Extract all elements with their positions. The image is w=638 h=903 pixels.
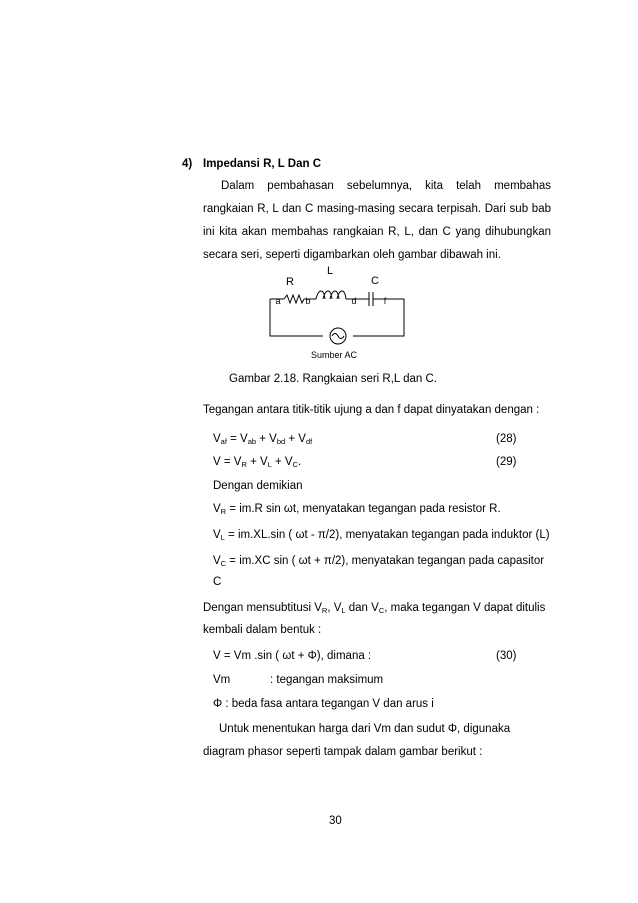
intro-line-3: ini kita akan membahas rangkaian R, L, dan C yang dihubungkan	[203, 226, 551, 238]
equation-28-number: (28)	[496, 433, 517, 445]
vr-definition: $V_R = im.R$ sin ωt, menyatakan tegangan pada resistor R.	[213, 503, 501, 516]
section-heading	[182, 158, 321, 170]
vc-definition: $V_C = im.XC$ sin ( ωt + π/2), menyatakan tegangan pada capasitor	[213, 555, 545, 568]
section-number: 4)	[182, 158, 193, 170]
node-d: d	[351, 296, 357, 306]
node-a: a	[275, 296, 281, 306]
rlc-circuit-diagram	[268, 262, 408, 362]
node-b: b	[305, 296, 311, 306]
equation-30-number: (30)	[496, 650, 517, 662]
intro-line-1: Dalam pembahasan sebelumnya, kita telah membahas	[221, 180, 551, 192]
label-L: L	[326, 265, 334, 277]
vc-definition-cont: C	[213, 576, 222, 588]
resistor-symbol	[284, 295, 304, 303]
closing-line-2: diagram phasor seperti tampak dalam gambar berikut :	[203, 746, 483, 758]
wire-right	[353, 299, 404, 336]
dengan-demikian: Dengan demikian	[213, 480, 303, 492]
vl-definition: $V_L = im.XL.\sin$ ( ωt - π/2), menyatakan tegangan pada induktor (L)	[213, 529, 550, 542]
equation-28: $V_{af} = V_{ab} + V_{bd} + V_{df}$ (28)	[213, 433, 517, 446]
section-title: Impedansi R, L Dan C	[203, 158, 322, 170]
equation-29: $V = V_R + V_L + V_C$. (29)	[213, 456, 517, 469]
intro-line-2: rangkaian R, L dan C masing-masing secara terpisah. Dari sub bab	[203, 203, 551, 215]
substitution-line-2: kembali dalam bentuk :	[203, 624, 322, 636]
label-R: R	[286, 276, 294, 288]
page-number: 30	[329, 815, 342, 827]
figure-caption: Gambar 2.18. Rangkaian seri R,L dan C.	[229, 373, 437, 385]
vm-term: Vm	[213, 674, 231, 686]
label-C: C	[371, 275, 379, 287]
phi-definition: Φ : beda fasa antara tegangan V dan arus i	[213, 698, 434, 710]
capacitor-symbol	[369, 292, 373, 306]
intro-line-4: secara seri, seperti digambarkan oleh gambar dibawah ini.	[203, 249, 501, 261]
closing-line-1: Untuk menentukan harga dari Vm dan sudut Φ, digunaka	[219, 723, 511, 735]
vm-desc: : tegangan maksimum	[270, 674, 384, 686]
source-label: Sumber AC	[310, 350, 358, 360]
inductor-symbol	[316, 291, 346, 299]
equation-29-number: (29)	[496, 456, 517, 468]
equation-30: V = Vm .sin ( ωt + Φ), dimana : (30)	[213, 650, 517, 662]
substitution-line-1: Dengan mensubtitusi $V_R$, $V_L$ dan $V_C$, maka tegangan V dapat ditulis	[203, 602, 546, 615]
statement-line: Tegangan antara titik-titik ujung a dan f dapat dinyatakan dengan :	[203, 404, 540, 416]
node-f: f	[383, 296, 387, 306]
